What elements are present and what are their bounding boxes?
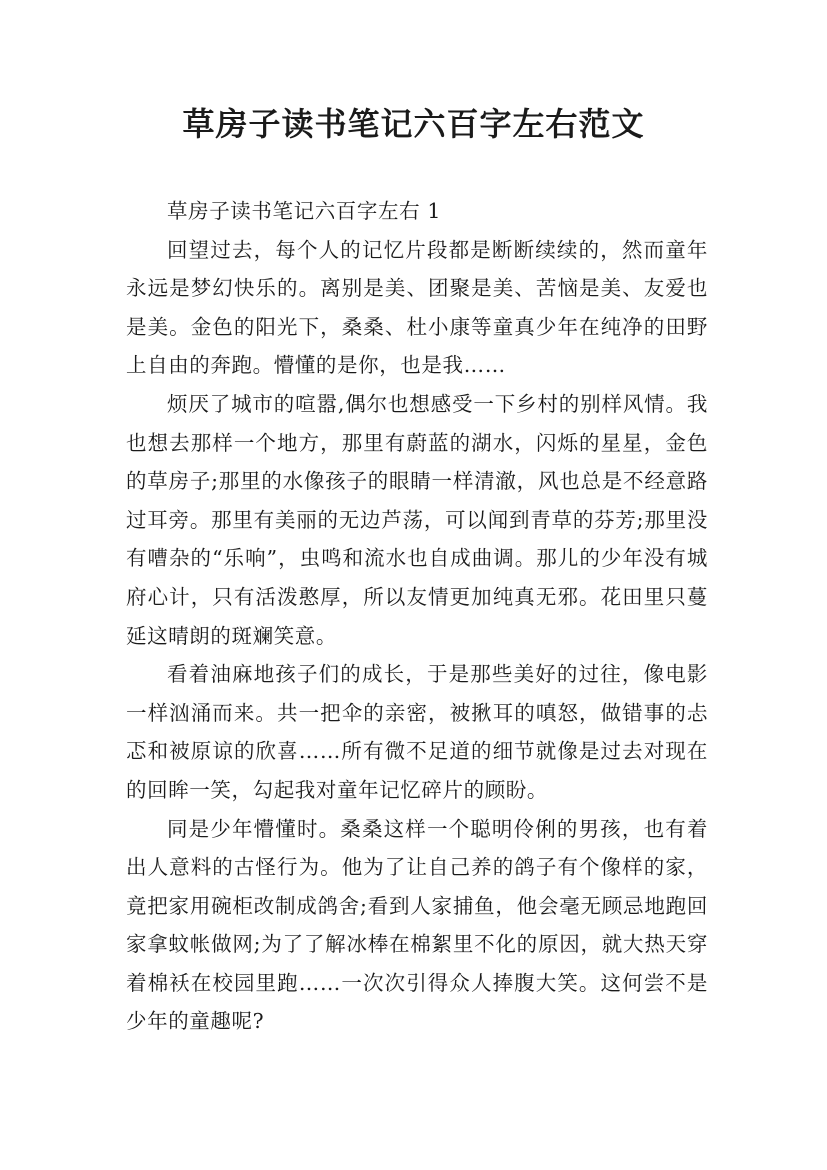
paragraph-2: 烦厌了城市的喧嚣,偶尔也想感受一下乡村的别样风情。我也想去那样一个地方，那里有蔚蓝的湖水，闪烁的星星，金色的草房子;那里的水像孩子的眼睛一样清澈，风也总是不经意路过耳旁。那里有美丽的无边芦荡，可以闻到青草的芬芳;那里没有嘈杂的“乐响”，虫鸣和流水也自成曲调。那儿的少年没有城府心计，只有活泼憨厚，所以友情更加纯真无邪。花田里只蔓延这晴朗的斑斓笑意。 — [126, 391, 708, 648]
page-title: 草房子读书笔记六百字左右范文 — [182, 105, 645, 143]
document-body — [126, 192, 708, 1041]
paragraph-4: 同是少年懵懂时。桑桑这样一个聪明伶俐的男孩，也有着出人意料的古怪行为。他为了让自己养的鸽子有个像样的家，竟把家用碗柜改制成鸽舍;看到人家捕鱼，他会毫无顾忌地跑回家拿蚊帐做网;为了了解冰棒在棉絮里不化的原因，就大热天穿着棉袄在校园里跑……一次次引得众人捧腹大笑。这何尝不是少年的童趣呢? — [126, 816, 708, 1034]
paragraph-1: 回望过去，每个人的记忆片段都是断断续续的，然而童年永远是梦幻快乐的。离别是美、团聚是美、苦恼是美、友爱也是美。金色的阳光下，桑桑、杜小康等童真少年在纯净的田野上自由的奔跑。懵懂的是你，也是我…… — [126, 237, 708, 378]
section-heading: 草房子读书笔记六百字左右 1 — [167, 199, 441, 223]
paragraph-3: 看着油麻地孩子们的成长，于是那些美好的过往，像电影一样汹涌而来。共一把伞的亲密，被揪耳的嗔怒，做错事的忐忑和被原谅的欣喜……所有微不足道的细节就像是过去对现在的回眸一笑，勾起我对童年记忆碎片的顾盼。 — [126, 662, 708, 802]
